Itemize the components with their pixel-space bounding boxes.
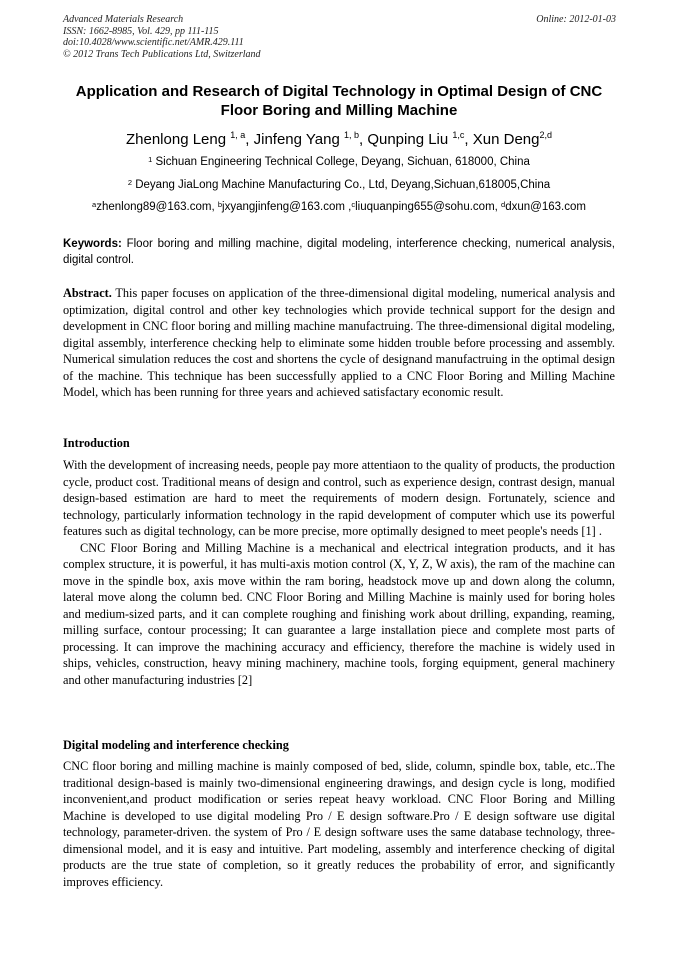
journal-name: Advanced Materials Research [63, 14, 184, 25]
email-list: $^a$zhenlong89@163.com, $^b$jxyangjinfeng@163.com ,$^c$liuquanping655@sohu.com, $^d$dxun@163.com [92, 200, 586, 213]
journal-doi: doi:10.4028/www.scientific.net/AMR.429.111 [63, 37, 244, 48]
affiliation-2: $^2$ Deyang JiaLong Machine Manufacturing Co., Ltd, Deyang,Sichuan,618005,China [127, 178, 551, 191]
paragraph: With the development of increasing needs, people pay more attentiaon to the quality of products, the production cycle, product cost. Traditional means of design and control, such as experience design, contrast design, manual design-based estimation are hard to meet the requirements of modern design. Fortunately, science and technology, particularly information technology in the rapid development of computer which use its powerful features such as digital technology, can be more precise, more optimally designed to meet people's needs [1] . [63, 458, 615, 538]
section-heading-introduction: Introduction [63, 436, 130, 450]
abstract [63, 285, 615, 401]
email-link[interactable]: zhenlong89@163.com [96, 201, 212, 213]
journal-issn: ISSN: 1662-8985, Vol. 429, pp 111-115 [63, 25, 219, 37]
author: Qunping Liu $^{1,c}$, [367, 130, 473, 148]
section-heading-digital-modeling: Digital modeling and interference checking [63, 738, 289, 752]
journal-copyright: © 2012 Trans Tech Publications Ltd, Switzerland [63, 48, 261, 60]
email-link[interactable]: liuquanping655@sohu.com [355, 201, 495, 213]
digital-modeling-body [63, 758, 615, 890]
abstract-text: This paper focuses on application of the three-dimensional digital modeling, numerical analysis and optimization, digital control and other key technologies which provide technical support for the design and development in CNC floor boring and milling machine manufactruing. The three-dimensional digital modeling, digital assembly, interference checking help to eliminate some hidden trouble before processing and assembly. Numerical simulation reduces the cost and shortens the cycle of designand manufactruing in the optimal design of the machine. This technique has been successfully applied to a CNC Floor Boring and Milling Machine Model, which has been running for three years and achieved satisfactary economic result. [63, 286, 615, 399]
abstract-label: Abstract. [63, 286, 112, 300]
author: Zhenlong Leng $^{1, a}$, [125, 130, 254, 148]
author: Jinfeng Yang $^{1, b}$, [253, 130, 368, 148]
author: Xun Deng$^{2,d}$ [472, 130, 552, 148]
paragraph: CNC Floor Boring and Milling Machine is a mechanical and electrical integration products, and it has complex structure, it is powerful, it has multi-axis motion control (X, Y, Z, W axis), the ram of the machine can move in the spindle box, axis move within the ram boring, headstock move up and down along the column, lateral move along the column bed. CNC Floor Boring and Milling Machine is mainly used for boring holes and medium-sized parts, and it can complete roughing and finishing work about drilling, expanding, reaming, milling surface, contour processing; It can guarantee a large installation piece and complete most parts of processing. It can improve the machining accuracy and efficiency, therefore the machine is widely used in ships, vehicles, construction, heavy mining machinery, machine tools, forging equipment, general machinery and other manufacturing industries [2] [63, 540, 615, 687]
email-link[interactable]: jxyangjinfeng@163.com [222, 201, 345, 213]
introduction-body [63, 457, 615, 688]
author-list [63, 130, 615, 150]
online-date: Online: 2012-01-03 [536, 14, 616, 25]
journal-header [63, 14, 261, 60]
email-link[interactable]: dxun@163.com [505, 201, 586, 213]
keywords-text: Floor boring and milling machine, digital modeling, interference checking, numerical analysis, digital control. [63, 238, 615, 266]
affiliation-1: $^1$ Sichuan Engineering Technical College, Deyang, Sichuan, 618000, China [148, 155, 530, 168]
paragraph: CNC floor boring and milling machine is mainly composed of bed, slide, column, spindle box, table, etc..The traditional design-based is mainly two-dimensional engineering drawings, and design cycle is long, modified inconvenient,and product modification or series repeat heavy workload. CNC Floor Boring and Milling Machine is developed to use digital modeling Pro / E design software.Pro / E design software use digital technology, parameter-driven. the system of Pro / E design software uses the same database technology, three-dimensional model, and it is easy and intuitive. Part modeling, assembly and interference checking of digital products are the true state of completion, so it greatly reduces the probability of error, and significantly improves efficiency. [63, 759, 615, 889]
paper-title: Application and Research of Digital Technology in Optimal Design of CNC Floor Boring and Milling Machine [75, 83, 603, 119]
keywords-label: Keywords: [63, 238, 122, 250]
keywords [63, 236, 615, 268]
